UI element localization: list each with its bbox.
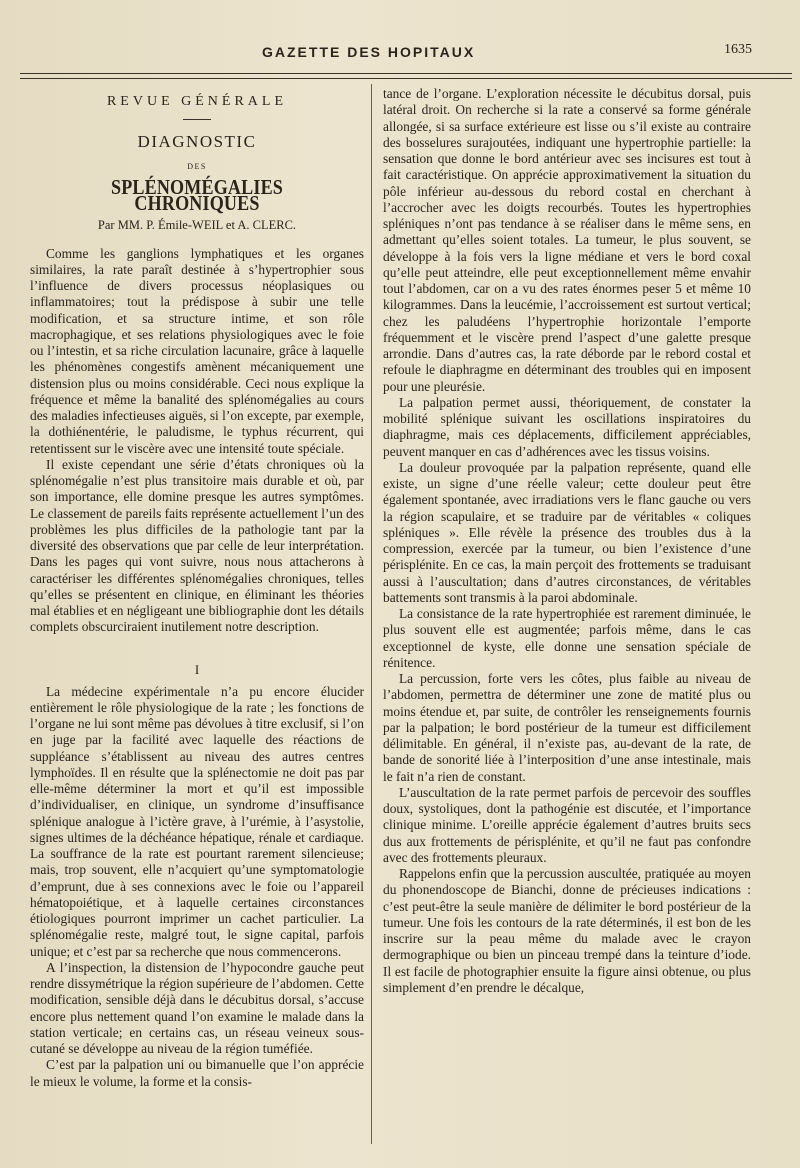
right-paragraph-5: La percussion, forte vers les côtes, plus faible au niveau de l’abdomen, permettra de déterminer une zone de matité plus ou moins étendue et, par suite, de contrôler les renseignements fournis par la palpation; le bord postérieur de la tumeur est difficilement délimitable. En général, il n’existe pas, au-devant de la rate, de bande de sonorité liée à l’interposition d’une anse intestinale, mais le fait n’a rien de constant. [383,671,751,784]
header-rule-bottom [20,78,792,79]
article-title-line2: SPLÉNOMÉGALIES CHRONIQUES [110,174,283,215]
left-column [30,86,364,1090]
running-head [0,44,800,64]
intro-paragraph-2: Il existe cependant une série d’états chroniques où la splénomégalie n’est plus transitoire mais durable et où, par son importance, elle domine presque les autres symptômes. Le classement de pareils faits représente actuellement l’un des problèmes les plus difficiles de la pathologie tant par la diversité des observations que par celle de leur interprétation. Dans les pages qui vont suivre, nous nous attacherons à caractériser les différentes splénomégalies chroniques, telles qu’elles se présentent en clinique, en éliminant les théories mal établies et en négligeant une bibliographie dont les détails complets obscurciraient inutilement notre description. [30,456,364,635]
right-paragraph-2: La palpation permet aussi, théoriquement, de constater la mobilité splénique suivant les oscillations inspiratoires du diaphragme, mais ces déplacements, difficilement appréciables, peuvent manquer en cas d’adhérences avec les tissus voisins. [383,394,751,459]
article-title-line1: DIAGNOSTIC [137,132,257,152]
right-column [383,86,751,996]
part1-paragraph-1: La médecine expérimentale n’a pu encore élucider entièrement le rôle physiologique de la rate ; les fonctions de l’organe ne lui sont même pas dévolues à titre exclusif, si l’on en juge par la facilité avec laquelle des réactions de suppléance s’établissent au niveau des autres centres lymphoïdes. Il en résulte que la splénectomie ne doit pas par elle-même déterminer la mort et qu’il est impossible d’individualiser, en clinique, un syndrome d’insuffisance splénique analogue à l’ictère grave, à l’urémie, à l’asystolie, signes ultimes de la déchéance hépatique, rénale et cardiaque. La souffrance de la rate est pourtant rarement silencieuse; mais, trop souvent, elle n’acquiert qu’une symptomatologie d’emprunt, due à ses connexions avec le foie ou l’appareil hématopoiétique, et à laquelle certaines circonstances étiologiques pourront imprimer un cachet particulier. La splénomégalie reste, malgré tout, le signe capital, parfois unique; et c’est par sa recherche que nous commencerons. [30,683,364,959]
right-paragraph-7: Rappelons enfin que la percussion auscultée, pratiquée au moyen du phonendoscope de Bianchi, donne de précieuses indications : c’est peut-être la seule manière de délimiter le bord postérieur de la tumeur. Une fois les contours de la rate déterminés, il est bon de les inscrire sur la peau même du malade avec le crayon dermographique ou bien un pinceau trempé dans la teinture d’iode. Il est facile de photographier ensuite la figure ainsi obtenue, ou plus simplement d’en prendre le décalque, [383,866,751,995]
right-paragraph-4: La consistance de la rate hypertrophiée est rarement diminuée, le plus souvent elle est augmentée; parfois même, dans le cas exceptionnel de kyste, elle donne une sensation spéciale de rénitence. [383,606,751,670]
part-numeral: I [194,661,200,677]
page-number: 1635 [724,42,752,57]
article-title-des: DES [187,161,207,171]
right-paragraph-1: tance de l’organe. L’exploration nécessite le décubitus dorsal, puis latéral droit. On recherche si la rate a conservé sa forme générale allongée, si sa surface extérieure est lisse ou s’il existe au contraire des bosselures surajoutées, indiquant une hypertrophie partielle: la sensation que donne le bord antérieur avec ses incisures est tout à fait caractéristique. On apprécie approximativement la situation du pôle inférieur au-dessous du rebord costal en cherchant à l’accrocher avec les doigts recourbés. Toutes les hypertrophies spléniques n’ont pas tendance à se réaliser dans le même sens, en admettant qu’elles soient totales. La tumeur, le plus souvent, se développe à la fois vers la ligne médiane et vers le bord coxal qu’elle peut atteindre, elle peut exceptionnellement même envahir tout l’abdomen, car on a vu des rates énormes peser 5 et même 10 kilogrammes. Dans la leucémie, l’accroissement est surtout vertical; chez les paludéens l’hypertrophie horizontale l’emporte fréquemment et le viscère prend l’aspect d’une galette presque arrondie. Dans d’autres cas, la rate déborde par le rebord costal et refoule le diaphragme en déterminant des troubles qui en imposent pour une pleurésie. [383,86,751,394]
section-title: REVUE GÉNÉRALE [106,94,288,109]
byline: Par MM. P. Émile-WEIL et A. CLERC. [97,218,297,233]
part1-paragraph-2: A l’inspection, la distension de l’hypocondre gauche peut rendre dissymétrique la région supérieure de l’abdomen. Cette modification, sensible déjà dans le décubitus dorsal, s’accuse encore plus nettement quand l’on examine le malade dans la station verticale; en certains cas, un réseau veineux sous-cutané se développe au niveau de la région tuméfiée. [30,959,364,1056]
part1-paragraph-3: C’est par la palpation uni ou bimanuelle que l’on apprécie le mieux le volume, la forme et la consis- [30,1057,364,1089]
intro-paragraph-1: Comme les ganglions lymphatiques et les organes similaires, la rate paraît destinée à s’hypertrophier sous l’influence de divers processus néoplasiques ou inflammatoires; tout la prédispose à subir une telle modification, et sa structure intime, et son rôle macrophagique, et ses relations physiologiques avec le foie ou l’intestin, et sa riche circulation lacunaire, grâce à laquelle les phénomènes congestifs amènent mécaniquement une distension plus ou moins considérable. Ceci nous explique la fréquence et même la banalité des splénomégalies au cours des maladies infectieuses aiguës, si l’on excepte, par exemple, la dothiénentérie, le paludisme, le typhus récurrent, qui retentissent sur le viscère avec une intensité toute spéciale. [30,245,364,456]
journal-title: GAZETTE DES HOPITAUX [262,44,476,60]
section-divider [183,119,211,120]
header-rule-top [20,73,792,74]
right-paragraph-3: La douleur provoquée par la palpation représente, quand elle existe, un signe d’une réelle valeur; cette douleur peut être également spontanée, avec irradiations vers le flanc gauche ou vers la région scapulaire, et se traduire par de véritables « coliques spléniques ». Elle révèle la présence des troubles dus à la compression, exercée par la tumeur, ou bien l’existence d’une périsplénite. En ce cas, la main perçoit des frottements se traduisant aussi à l’auscultation; dans d’autres circonstances, de véritables battements sont transmis à la paroi abdominale. [383,459,751,605]
right-paragraph-6: L’auscultation de la rate permet parfois de percevoir des souffles doux, systoliques, dont la pathogénie est discutée, et l’importance clinique minime. L’oreille apprécie également d’autres bruits secs dus aux frottements de périsplénite, et qu’il ne faut pas confondre avec des frottements pleuraux. [383,784,751,865]
column-divider [371,84,372,1144]
